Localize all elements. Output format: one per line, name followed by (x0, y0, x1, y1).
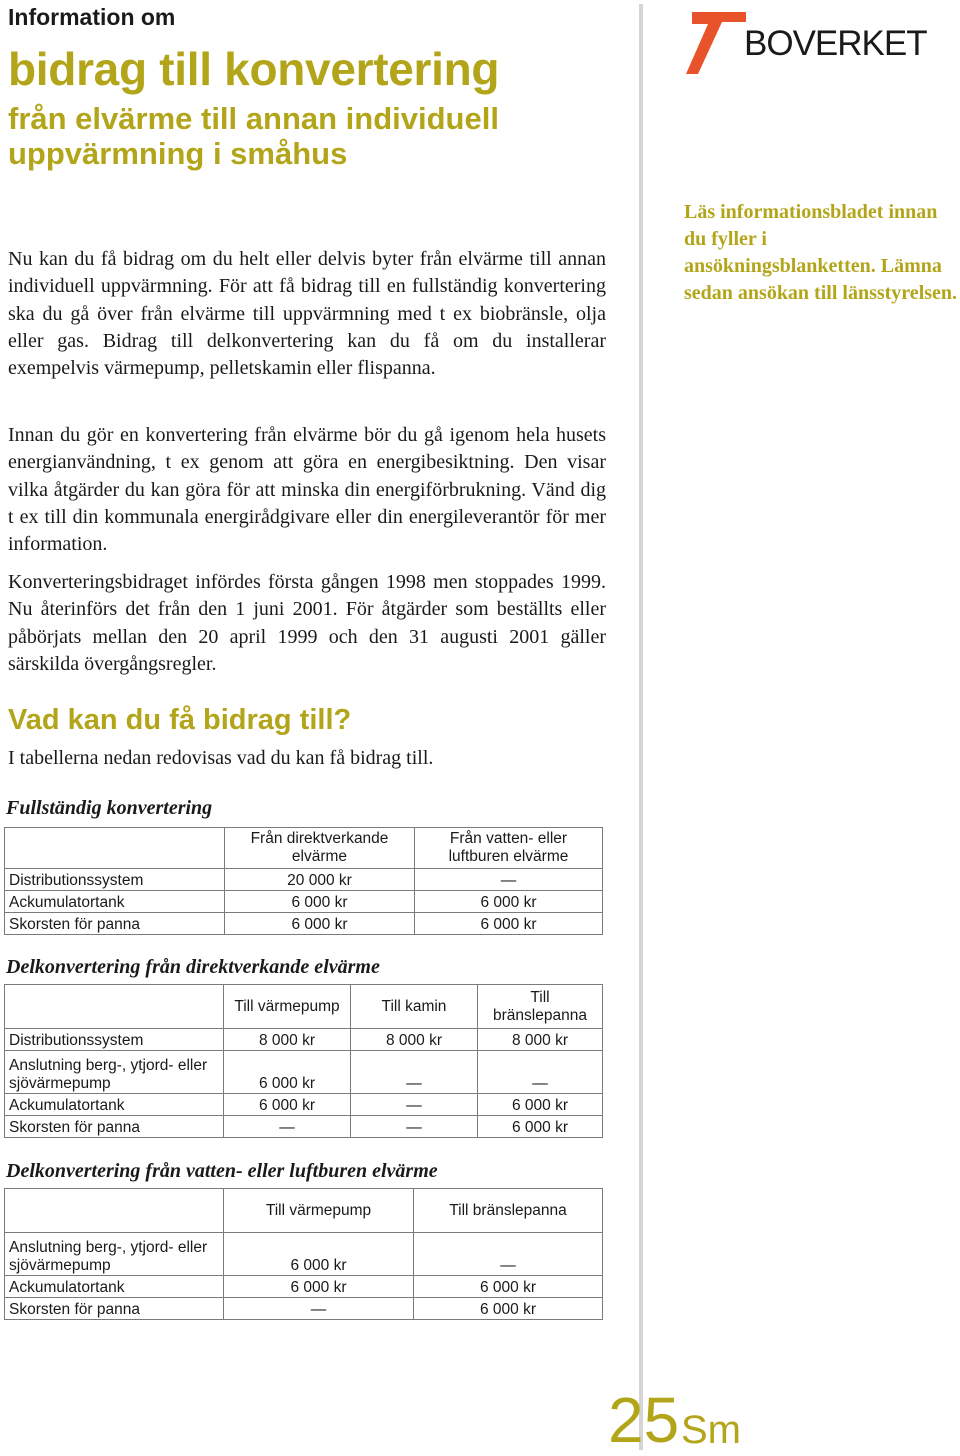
table-cell: — (414, 1233, 603, 1276)
table-row (5, 891, 603, 913)
table-title: Delkonvertering från vatten- eller luftburen elvärme (6, 1160, 438, 1182)
table-row (5, 913, 603, 935)
body-paragraph: Innan du gör en konvertering från elvärme bör du gå igenom hela husets energianvändning, t ex genom att göra en energibesiktning. Den visar vilka åtgärder du kan göra för att minska din energiförbrukning. Vänd dig t ex till din kommunala energirådgivare eller din energileverantör för mer information. (8, 424, 606, 556)
table-header-cell: Till värmepump (224, 985, 351, 1029)
table-header-cell: Till bränslepanna (478, 985, 603, 1029)
table-cell: 20 000 kr (225, 869, 415, 891)
page-suffix: Sm (681, 1408, 741, 1452)
table-cell: Distributionssystem (5, 1029, 224, 1051)
table-cell: Anslutning berg-, ytjord- eller sjövärmepump (5, 1051, 224, 1094)
table-title: Fullständig konvertering (6, 797, 213, 819)
document-title: bidrag till konvertering (8, 43, 500, 95)
table-cell: Ackumulatortank (5, 1276, 224, 1298)
side-note: Läs informationsbladet innan du fyller i ansökningsblanketten. Lämna sedan ansökan till länsstyrelsen. (684, 201, 958, 304)
table-header-cell: Från vatten- eller luftburen elvärme (415, 828, 603, 869)
table-cell: 6 000 kr (478, 1094, 603, 1116)
table-header-cell (5, 985, 224, 1029)
table-cell: 6 000 kr (224, 1051, 351, 1094)
table-cell: 6 000 kr (415, 913, 603, 935)
table-header-cell: Till värmepump (224, 1189, 414, 1233)
table-row (5, 1051, 603, 1094)
table-cell: 6 000 kr (224, 1233, 414, 1276)
table-cell: — (351, 1051, 478, 1094)
table-cell: 6 000 kr (415, 891, 603, 913)
logo-mark-icon (686, 8, 748, 76)
partial-conversion-direct-table (4, 984, 603, 1138)
table-cell: — (351, 1116, 478, 1138)
table-cell: Skorsten för panna (5, 1298, 224, 1320)
table-cell: Skorsten för panna (5, 913, 225, 935)
table-cell: 6 000 kr (225, 891, 415, 913)
table-header-cell (5, 1189, 224, 1233)
table-cell: Skorsten för panna (5, 1116, 224, 1138)
body-paragraph: Konverteringsbidraget infördes första gången 1998 men stoppades 1999. Nu återinförs det från den 1 juni 2001. För åtgärder som beställts eller påbörjats mellan den 20 april 1999 och den 31 augusti 2001 gäller särskilda övergångsregler. (8, 571, 606, 675)
table-header-cell: Till kamin (351, 985, 478, 1029)
table-row (5, 1094, 603, 1116)
table-cell: 6 000 kr (224, 1094, 351, 1116)
table-cell: — (351, 1094, 478, 1116)
table-cell: 8 000 kr (224, 1029, 351, 1051)
logo-wordmark: BOVERKET (744, 24, 927, 63)
table-header-cell: Från direktverkande elvärme (225, 828, 415, 869)
table-cell: Distributionssystem (5, 869, 225, 891)
table-header-row (5, 828, 603, 869)
table-cell: Ackumulatortank (5, 1094, 224, 1116)
table-row (5, 1276, 603, 1298)
table-cell: Ackumulatortank (5, 891, 225, 913)
table-cell: 6 000 kr (414, 1298, 603, 1320)
table-cell: — (415, 869, 603, 891)
page-number: 25 (608, 1384, 680, 1456)
table-cell: — (478, 1051, 603, 1094)
table-header-cell: Till bränslepanna (414, 1189, 603, 1233)
table-row (5, 869, 603, 891)
table-cell: Anslutning berg-, ytjord- eller sjövärmepump (5, 1233, 224, 1276)
table-cell: — (224, 1298, 414, 1320)
column-divider (639, 4, 643, 1450)
document-kicker: Information om (8, 4, 176, 30)
table-cell: — (224, 1116, 351, 1138)
table-cell: 6 000 kr (414, 1276, 603, 1298)
boverket-logo (686, 8, 958, 78)
body-paragraph: Nu kan du få bidrag om du helt eller delvis byter från elvärme till annan individuell uppvärmning. För att få bidrag till en fullständig konvertering ska du gå över från elvärme till uppvärmning med t ex biobränsle, olja eller gas. Bidrag till delkonvertering kan du få om du installerar exempelvis värmepump, pelletskamin eller flispanna. (8, 248, 606, 380)
table-cell: 6 000 kr (224, 1276, 414, 1298)
partial-conversion-waterborne-table (4, 1188, 603, 1320)
table-cell: 8 000 kr (351, 1029, 478, 1051)
section-heading: Vad kan du få bidrag till? (8, 704, 352, 736)
table-header-cell (5, 828, 225, 869)
table-row (5, 1233, 603, 1276)
section-intro: I tabellerna nedan redovisas vad du kan få bidrag till. (8, 747, 434, 769)
table-header-row (5, 985, 603, 1029)
table-cell: 6 000 kr (478, 1116, 603, 1138)
table-cell: 8 000 kr (478, 1029, 603, 1051)
document-subtitle: från elvärme till annan individuell uppvärmning i småhus (8, 101, 499, 171)
table-header-row (5, 1189, 603, 1233)
table-cell: 6 000 kr (225, 913, 415, 935)
table-row (5, 1116, 603, 1138)
table-row (5, 1029, 603, 1051)
table-title: Delkonvertering från direktverkande elvärme (6, 956, 380, 978)
table-row (5, 1298, 603, 1320)
full-conversion-table (4, 827, 603, 935)
